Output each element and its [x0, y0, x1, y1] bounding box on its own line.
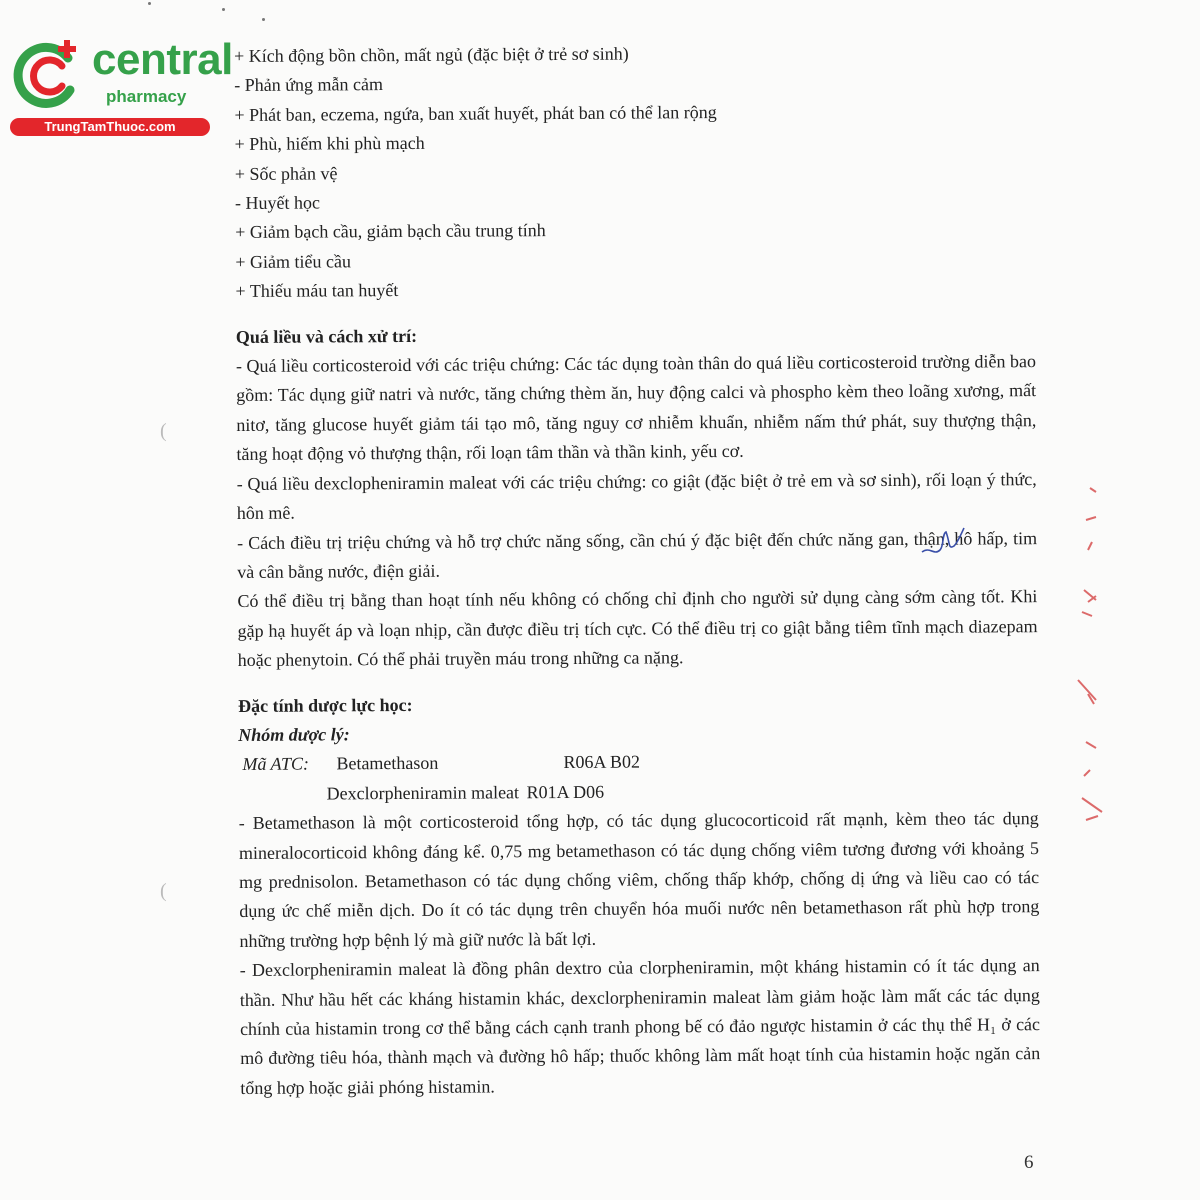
- scan-speck: [262, 18, 265, 21]
- atc-code: R01A D06: [526, 781, 605, 802]
- betamethason-paragraph: - Betamethason là một corticosteroid tổng hợp, có tác dụng glucocorticoid rất mạnh, kèm theo tác dụng mineralocorticoid không đáng kể. 0,75 mg betamethason có tác dụng chống viêm tương đương với khoảng 5 mg prednisolon. Betamethason có tác dụng chống viêm, chống thấp khớp, chống dị ứng và liều cao có tác dụng ức chế miễn dịch. Do ít có tác dụng trên chuyển hóa muối nước nên betamethason rất phù hợp trong những trường hợp bệnh lý mà giữ nước là bất lợi.: [238, 808, 1040, 951]
- atc-drug-name: Dexclorpheniramin maleat: [326, 782, 520, 804]
- logo-name: central: [92, 35, 233, 84]
- scan-edge-mark: (: [160, 420, 167, 442]
- overdose-paragraph: - Cách điều trị triệu chứng và hỗ trợ chức năng sống, cần chú ý đặc biệt đến chức năng gan, thận, hô hấp, tim và cân bằng nước, điện giải.: [236, 527, 1038, 582]
- scan-edge-mark: (: [160, 880, 167, 902]
- side-effect-line: + Thiếu máu tan huyết: [235, 280, 399, 302]
- side-effect-line: + Sốc phản vệ: [234, 162, 338, 184]
- atc-label: Mã ATC:: [242, 753, 309, 775]
- page-number: 6: [1024, 1152, 1034, 1173]
- overdose-paragraph: Có thể điều trị bằng than hoạt tính nếu không có chống chỉ định cho người sử dụng càng sớm càng tốt. Khi gặp hạ huyết áp và loạn nhịp, cần được điều trị tích cực. Có thể điều trị co giật bằng tiêm tĩnh mạch diazepam hoặc phenytoin. Có thể phải truyền máu trong những ca nặng.: [237, 586, 1038, 671]
- logo-website: TrungTamThuoc.com: [10, 118, 210, 136]
- overdose-heading: Quá liều và cách xử trí:: [235, 325, 418, 347]
- logo-subtitle: pharmacy: [106, 87, 187, 106]
- side-effect-line: - Huyết học: [234, 192, 321, 214]
- side-effect-line: + Kích động bồn chồn, mất ngủ (đặc biệt ở trẻ sơ sinh): [234, 43, 629, 66]
- pharmacology-group-heading: Nhóm dược lý:: [238, 724, 350, 745]
- stamp-edge-marks: [1068, 480, 1108, 840]
- scan-speck: [148, 2, 151, 5]
- overdose-paragraph: - Quá liều dexclopheniramin maleat với các triệu chứng: co giật (đặc biệt ở trẻ em và sơ sinh), rối loạn ý thức, hôn mê.: [236, 468, 1037, 524]
- document-body: [234, 37, 1040, 1103]
- overdose-paragraph: - Quá liều corticosteroid với các triệu chứng: Các tác dụng toàn thân do quá liều corticosteroid trường diễn bao gồm: Tác dụng giữ natri và nước, tăng chứng thèm ăn, huy động calci và phospho kèm theo loãng xương, mất nitơ, tăng glucose huyết giảm tái tạo mô, tăng nguy cơ nhiễm khuẩn, nhiễm nấm thứ phát, suy thượng thận, tăng hoạt động vỏ thượng thận, rối loạn tâm thần và thần kinh, yếu cơ.: [235, 351, 1037, 465]
- atc-row: [239, 775, 1039, 809]
- pharmacodynamics-heading: Đặc tính dược lực học:: [237, 694, 413, 716]
- pharmacy-cross-icon: [10, 36, 90, 116]
- side-effect-line: - Phản ứng mẫn cảm: [234, 74, 384, 96]
- central-pharmacy-logo: [10, 35, 233, 136]
- handwritten-check-mark: [920, 526, 966, 566]
- side-effect-line: + Giảm tiểu cầu: [235, 251, 352, 272]
- dexclorpheniramin-paragraph: - Dexclorpheniramin maleat là đồng phân dextro của clorpheniramin, một kháng histamin có ít tác dụng an thần. Như hầu hết các kháng histamin khác, dexclorpheniramin maleat làm giảm hoặc làm mất các tác dụng chính của histamin trong cơ thể bằng cách cạnh tranh phong bế có đảo ngược histamin ở các thụ thể H₁ ở các mô đường tiêu hóa, thành mạch và đường hô hấp; thuốc không làm mất hoạt tính của histamin hoặc ngăn cản tổng hợp hoặc giải phóng histamin.: [239, 955, 1041, 1098]
- side-effect-line: + Phát ban, eczema, ngứa, ban xuất huyết, phát ban có thể lan rộng: [234, 101, 717, 125]
- atc-drug-name: Betamethason: [336, 753, 439, 774]
- scan-speck: [222, 8, 225, 11]
- side-effect-line: + Phù, hiếm khi phù mạch: [234, 133, 425, 155]
- atc-code: R06A B02: [563, 751, 640, 773]
- side-effect-line: + Giảm bạch cầu, giảm bạch cầu trung tính: [235, 220, 546, 243]
